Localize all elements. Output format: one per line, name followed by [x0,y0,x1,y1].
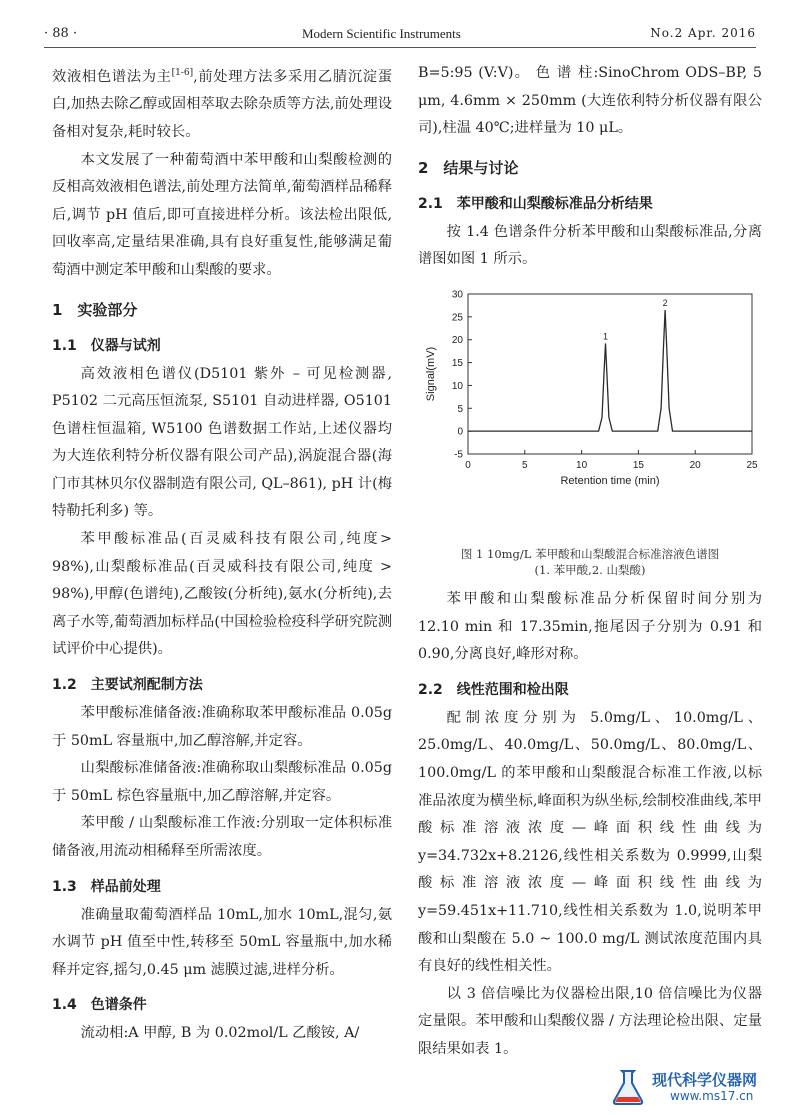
paragraph: 山梨酸标准储备液:准确称取山梨酸标准品 0.05g 于 50mL 棕色容量瓶中,加乙醇溶解,并定容。 [52,760,392,804]
right-column [418,60,762,1063]
y-tick-label: -5 [454,449,463,461]
peak-label: 2 [662,297,668,308]
subsection-heading: 1.3 样品前处理 [52,878,161,895]
watermark-text: 现代科学仪器网 [652,1071,758,1089]
flask-logo-icon [608,1067,648,1107]
x-axis-label: Retention time (min) [560,474,660,487]
peak-label: 1 [602,331,608,342]
header-rule [44,47,756,48]
x-tick-label: 5 [522,459,528,471]
page-number: · 88 · [44,26,78,41]
chromatogram-figure [418,282,762,542]
section-heading: 1 实验部分 [52,300,138,319]
chromatogram-chart [418,282,762,542]
y-tick-label: 5 [457,403,463,415]
paragraph: 本文发展了一种葡萄酒中苯甲酸和山梨酸检测的反相高效液相色谱法,前处理方法简单,葡萄酒样品稀释后,调节 pH 值后,即可直接进样分析。该法检出限低,回收率高,定量结果准确,具有良好重复性,能够满足葡萄酒中测定苯甲酸和山梨酸的要求。 [52,151,392,278]
plot-frame [468,294,752,454]
paragraph: 苯甲酸标准储备液:准确称取苯甲酸标准品 0.05g 于 50mL 容量瓶中,加乙醇溶解,并定容。 [52,705,392,749]
paragraph: 苯甲酸标准品(百灵威科技有限公司,纯度> 98%),山梨酸标准品(百灵威科技有限公司,纯度 > 98%),甲醇(色谱纯),乙酸铵(分析纯),氨水(分析纯),去离子水等,葡萄酒加标样品(中国检验检疫科学研究院测试评价中心提供)。 [52,531,392,658]
journal-title: Modern Scientific Instruments [302,26,461,41]
watermark-url[interactable]: www.ms17.cn [670,1089,754,1103]
subsection-heading: 2.2 线性范围和检出限 [418,681,569,698]
figure-caption [418,546,762,578]
left-column [52,60,392,1048]
subsection-heading: 1.1 仪器与试剂 [52,337,161,354]
section-heading: 2 结果与讨论 [418,158,519,177]
paragraph: 以 3 倍信噪比为仪器检出限,10 倍信噪比为仪器定量限。苯甲酸和山梨酸仪器 / 方法理论检出限、定量限结果如表 1。 [418,985,762,1057]
caption-line: 图 1 10mg/L 苯甲酸和山梨酸混合标准溶液色谱图 [460,546,720,561]
paragraph: 苯甲酸 / 山梨酸标准工作液:分别取一定体积标准储备液,用流动相稀释至所需浓度。 [52,815,392,860]
y-tick-label: 25 [451,312,463,324]
x-tick-label: 0 [465,459,471,471]
citation[interactable]: [1-6] [171,68,194,78]
page-header [0,0,800,50]
paragraph: 准确量取葡萄酒样品 10mL,加水 10mL,混匀,氨水调节 pH 值至中性,转移至 50mL 容量瓶中,加水稀释并定容,摇匀,0.45 μm 滤膜过滤,进样分析。 [52,906,392,978]
paragraph [52,60,392,147]
x-tick-label: 25 [746,459,758,471]
caption-line: (1. 苯甲酸,2. 山梨酸) [534,562,646,577]
paragraph: B=5:95 (V:V)。 色 谱 柱:SinoChrom ODS–BP, 5 μm, 4.6mm × 250mm (大连依利特分析仪器有限公司),柱温 40℃;进样量为 10 μL。 [418,65,762,137]
issue-label: No.2 Apr. 2016 [650,26,756,40]
y-tick-label: 30 [451,289,463,301]
y-tick-label: 15 [451,358,463,370]
x-tick-label: 10 [576,459,588,471]
paragraph-text: ,前处理方法多采用乙腈沉淀蛋白,加热去除乙醇或固相萃取去除杂质等方法,前处理设备相对复杂,耗时较长。 [52,68,393,140]
y-axis-label: Signal(mV) [425,346,437,402]
subsection-heading: 1.4 色谱条件 [52,997,147,1014]
paragraph: 流动相:A 甲醇, B 为 0.02mol/L 乙酸铵, A/ [80,1025,360,1042]
site-watermark [608,1067,788,1107]
paragraph: 高效液相色谱仪(D5101 紫外 – 可见检测器, P5102 二元高压恒流泵, S5101 自动进样器, O5101 色谱柱恒温箱, W5100 色谱数据工作站,上述仪器均为大连依利特分析仪器有限公司产品),涡旋混合器(海门市其林贝尔仪器制造有限公司, QL–861), pH 计(梅特勒托利多) 等。 [52,365,392,520]
y-tick-label: 10 [451,380,463,392]
x-tick-label: 15 [632,459,644,471]
paragraph: 苯甲酸和山梨酸标准品分析保留时间分别为 12.10 min 和 17.35min,拖尾因子分别为 0.91 和 0.90,分离良好,峰形对称。 [418,590,762,663]
subsection-heading: 2.1 苯甲酸和山梨酸标准品分析结果 [418,195,653,212]
paragraph-text: 效液相色谱法为主 [52,68,172,85]
chromatogram-line [468,310,752,431]
subsection-heading: 1.2 主要试剂配制方法 [52,677,203,694]
paragraph: 配制浓度分别为 5.0mg/L、10.0mg/L、25.0mg/L、40.0mg/L、50.0mg/L、80.0mg/L、100.0mg/L 的苯甲酸和山梨酸混合标准工作液,以标准品浓度为横坐标,峰面积为纵坐标,绘制校准曲线,苯甲酸标准溶液浓度—峰面积线性曲线为 y=34.732x+8.2126,线性相关系数为 0.9999,山梨酸标准溶液浓度—峰面积线性曲线为 y=59.451x+11.710,线性相关系数为 1.0,说明苯甲酸和山梨酸在 5.0 ~ 100.0 mg/L 测试浓度范围内具有良好的线性相关性。 [418,709,762,975]
y-tick-label: 20 [451,335,463,347]
y-tick-label: 0 [457,426,463,438]
x-tick-label: 20 [689,459,701,471]
paragraph: 按 1.4 色谱条件分析苯甲酸和山梨酸标准品,分离谱图如图 1 所示。 [418,223,762,268]
